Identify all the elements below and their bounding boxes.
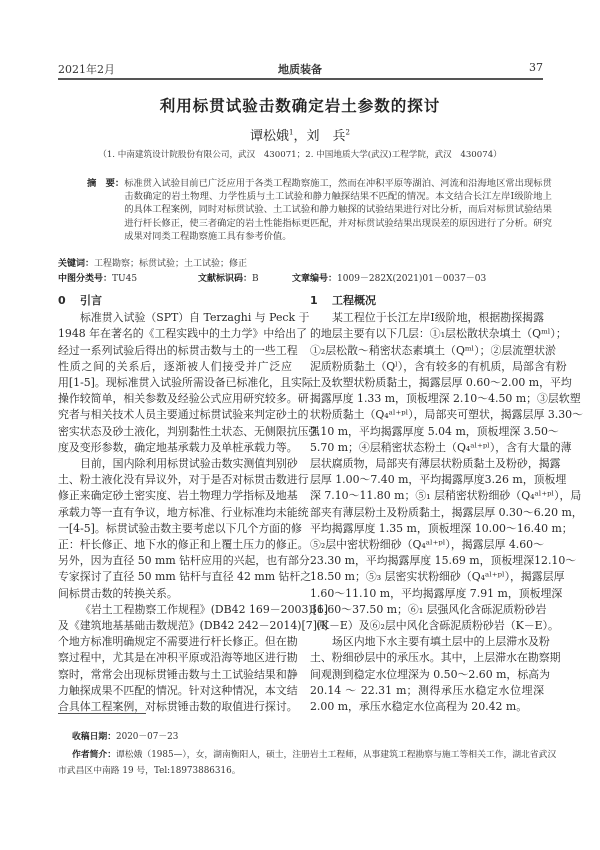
paragraph — [58, 602, 329, 715]
text-line: 目前，国内除利用标贯试验击数实测值判别砂 — [80, 457, 298, 471]
article-number-value: 1009－282X(2021)01－0037－03 — [337, 274, 487, 284]
paragraph — [58, 310, 320, 456]
text-line: 个地方标准明确规定不需要进行杆长修正。但在勘 — [58, 635, 298, 649]
text-line: 密实状态及砂土液化，判别黏性土状态、无侧限抗压强 — [58, 424, 320, 438]
text-line: 及《建筑地基基础击数规范》(DB42 242－2014)[7]两 — [58, 619, 328, 633]
text-line: 度及变形参数，确定地基承载力及单桩承载力等。 — [58, 440, 298, 454]
section-number: 1 — [310, 294, 318, 307]
text-line: 操作较简单，相关参数及经验公式应用研究较多。研 — [58, 392, 309, 406]
section-heading — [310, 293, 544, 309]
authors — [0, 125, 600, 144]
header-rule — [58, 78, 543, 80]
text-line: 察过程中，尤其是在冲积平原或沿海等地区进行勘 — [58, 651, 298, 665]
text-line: 正：杆长修正、地下水的修正和上覆土压力的修正。 — [58, 538, 309, 552]
doc-code-value: B — [252, 274, 259, 284]
author-bio-cont: 市武昌区中南路 19 号，Tel:18973886316。 — [58, 766, 241, 776]
header-journal: 地质装备 — [278, 63, 322, 76]
text-line: 层厚 1.00～7.40 m，平均揭露厚度3.26 m，顶板埋 — [310, 473, 567, 487]
text-line: 《岩土工程勘察工作规程》(DB42 169－2003)[6] — [80, 602, 329, 616]
abstract-line: 进行杆长修正，使三者确定的岩土性能指标更匹配，并对标贯试验结果出现误差的原因进行了分析。研究 — [124, 217, 552, 229]
text-line: 18.50 m；⑤₃ 层密实状粉细砂（Q₄ᵃˡ⁺ᵖˡ），揭露层厚 — [310, 570, 565, 584]
header-page-number: 37 — [529, 61, 543, 74]
text-line: 1.60～11.10 m，平均揭露厚度 7.91 m，顶板埋深 — [310, 586, 563, 600]
article-number-label: 文章编号： — [292, 274, 338, 284]
text-line: 2.00 m，承压水稳定水位高程为 20.42 m。 — [310, 700, 528, 714]
text-line: 1948 年在著名的《工程实践中的土力学》中给出了 — [58, 327, 307, 341]
text-line: 场区内地下水主要有填土层中的上层滞水及粉 — [332, 635, 550, 649]
text-line: 一[4-5]。标贯试验击数主要考虑以下几个方面的修 — [58, 521, 302, 535]
text-line: 的地层主要有以下几层：①₁层松散状杂填土（Qᵐˡ）； — [310, 327, 567, 341]
section-title: 引言 — [80, 294, 102, 307]
affiliations: （1. 中南建筑设计院股份有限公司，武汉 430071；2. 中国地质大学(武汉)工程学院，武汉 430074） — [98, 150, 502, 160]
text-line: 专家探讨了直径 50 mm 钻杆与直径 42 mm 钻杆之 — [58, 570, 312, 584]
text-line: 承载力等一直有争议，地方标准、行业标准均未能统 — [58, 505, 309, 519]
keywords — [58, 256, 247, 269]
header-date: 2021年2月 — [58, 63, 115, 76]
keywords-label: 关键词： — [58, 259, 95, 269]
text-line: 31.60～37.50 m；⑥₁ 层强风化含砾泥质粉砂岩 — [310, 602, 547, 616]
text-line: （K－E）及⑥₂层中风化含砾泥质粉砂岩（K－E）。 — [310, 619, 559, 633]
text-line: 土、粉土液化没有异议外，对于是否对标贯击数进行 — [58, 473, 309, 487]
received-value: 2020－07－23 — [116, 732, 179, 742]
text-line: 深 7.10～11.80 m；⑤₁ 层稍密状粉细砂（Q₄ᵃˡ⁺ᵖˡ），局 — [310, 489, 582, 503]
text-line: 状粉质黏土（Q₄ᵃˡ⁺ᵖˡ），局部夹可塑状，揭露层厚 3.30～ — [310, 408, 583, 422]
text-line: 20.14 ～ 22.31 m；测得承压水稳定水位埋深 — [310, 683, 544, 697]
section-number: 0 — [58, 294, 66, 307]
text-line: 泥质粉质黏土（Qˡ），含有较多的有机质，局部含有粉 — [310, 359, 567, 373]
text-line: 性质之间的关系后，逐渐被人们接受并广泛应 — [58, 359, 292, 373]
text-line: 力触探成果不匹配的情况。针对这种情况，本文结 — [58, 683, 298, 697]
bio-label: 作者简介： — [72, 750, 116, 760]
column-right — [310, 293, 583, 715]
classification — [58, 271, 543, 284]
text-line: 察时，常常会出现标贯锤击数与土工试验结果和静 — [58, 667, 298, 681]
text-line: 土、粉细砂层中的承压水。其中，上层滞水在勘察期 — [310, 651, 561, 665]
text-line: 另外，因为直径 50 mm 钻杆应用的兴起，也有部分 — [58, 554, 310, 568]
text-line: 究者与相关技术人员主要通过标贯试验来判定砂土的 — [58, 408, 309, 422]
text-line: 用[1-5]。现标准贯入试验所需设备已标准化，且实际 — [58, 376, 313, 390]
text-line: 合具体工程案例，对标贯锤击数的取值进行探讨。 — [58, 700, 298, 714]
author-2-affil: 2 — [345, 128, 350, 137]
text-line: 标准贯入试验（SPT）自 Terzaghi 与 Peck 于 — [80, 311, 310, 325]
abstract — [87, 177, 552, 243]
received-label: 收稿日期： — [72, 732, 116, 742]
author-2: 刘 兵 — [306, 129, 346, 144]
abstract-line: 成果对同类工程勘察施工具有参考价值。 — [124, 230, 292, 242]
text-line: 土及软塑状粉质黏土，揭露层厚 0.60～2.00 m，平均 — [310, 376, 572, 390]
text-line: 平均揭露厚度 1.35 m，顶板埋深 10.00～16.40 m； — [310, 521, 573, 535]
bio-text: 谭松娥（1985—），女，湖南衡阳人，硕士，注册岩土工程师，从事建筑工程勘察与施工等相关工作，湖北省武汉 — [116, 750, 557, 760]
clc-value: TU45 — [112, 274, 138, 284]
footnote-rule — [58, 713, 146, 714]
paragraph — [310, 310, 583, 634]
text-line: 揭露厚度 1.33 m，顶板埋深 2.10～4.50 m；③层软塑 — [310, 392, 581, 406]
abstract-label: 摘 要： — [87, 178, 125, 189]
section-heading — [58, 293, 292, 309]
text-line: 某工程位于长江左岸Ⅰ级阶地，根据勘探揭露 — [332, 311, 544, 325]
column-left — [58, 293, 329, 715]
author-1-affil: 1 — [289, 128, 294, 137]
author-1: 谭松娥 — [250, 129, 290, 144]
section-title: 工程概况 — [332, 294, 376, 307]
abstract-line: 标准贯入试验目前已广泛应用于各类工程勘察施工，然而在冲积平原等湖泊、河流和沿海地区常出现标贯 — [124, 178, 552, 189]
text-line: 部夹有薄层粉土及粉质黏土，揭露层厚 0.30～6.20 m， — [310, 505, 583, 519]
keywords-value: 工程勘察；标贯试验；土工试验；修正 — [94, 259, 248, 269]
text-line: 修正来确定砂土密实度、岩土物理力学指标及地基 — [58, 489, 298, 503]
text-line: 23.30 m，平均揭露厚度 15.69 m，顶板埋深12.10～ — [310, 554, 577, 568]
abstract-line: 击数确定的岩土物理、力学性质与土工试验和静力触探结果不匹配的情况。本文结合长江左岸Ⅰ级阶地上 — [124, 191, 552, 203]
text-line: 层状腐质物，局部夹有薄层状粉质黏土及粉砂，揭露 — [310, 457, 561, 471]
paragraph — [58, 456, 312, 602]
text-line: 间标贯击数的转换关系。 — [58, 586, 178, 600]
author-separator: ， — [293, 129, 307, 144]
received-date — [58, 729, 557, 745]
doc-code-label: 文献标识码： — [198, 274, 253, 284]
text-line: 5.70 m；④层稍密状态粉土（Q₄ᵃˡ⁺ᵖˡ），含有大量的薄 — [310, 440, 572, 454]
text-line: 经过一系列试验后得出的标贯击数与土的一些工程 — [58, 343, 298, 357]
author-bio — [58, 747, 557, 763]
text-line: ⑤₂层中密状粉细砂（Q₄ᵃˡ⁺ᵖˡ），揭露层厚 4.60～ — [310, 538, 544, 552]
paragraph — [310, 634, 561, 715]
text-line: ①₂层松散～稍密状态素填土（Qᵐˡ）；②层流塑状淤 — [310, 343, 556, 357]
abstract-line: 的具体工程案例，同时对标贯试验、土工试验和静力触探的试验结果进行对比分析，而后对标贯试验结果 — [124, 204, 552, 216]
clc-label: 中图分类号： — [58, 274, 113, 284]
text-line: 7.10 m，平均揭露厚度 5.04 m，顶板埋深 3.50～ — [310, 424, 559, 438]
paper-title: 利用标贯试验击数确定岩土参数的探讨 — [159, 97, 441, 115]
text-line: 间观测到稳定水位埋深为 0.50～2.60 m，标高为 — [310, 667, 550, 681]
